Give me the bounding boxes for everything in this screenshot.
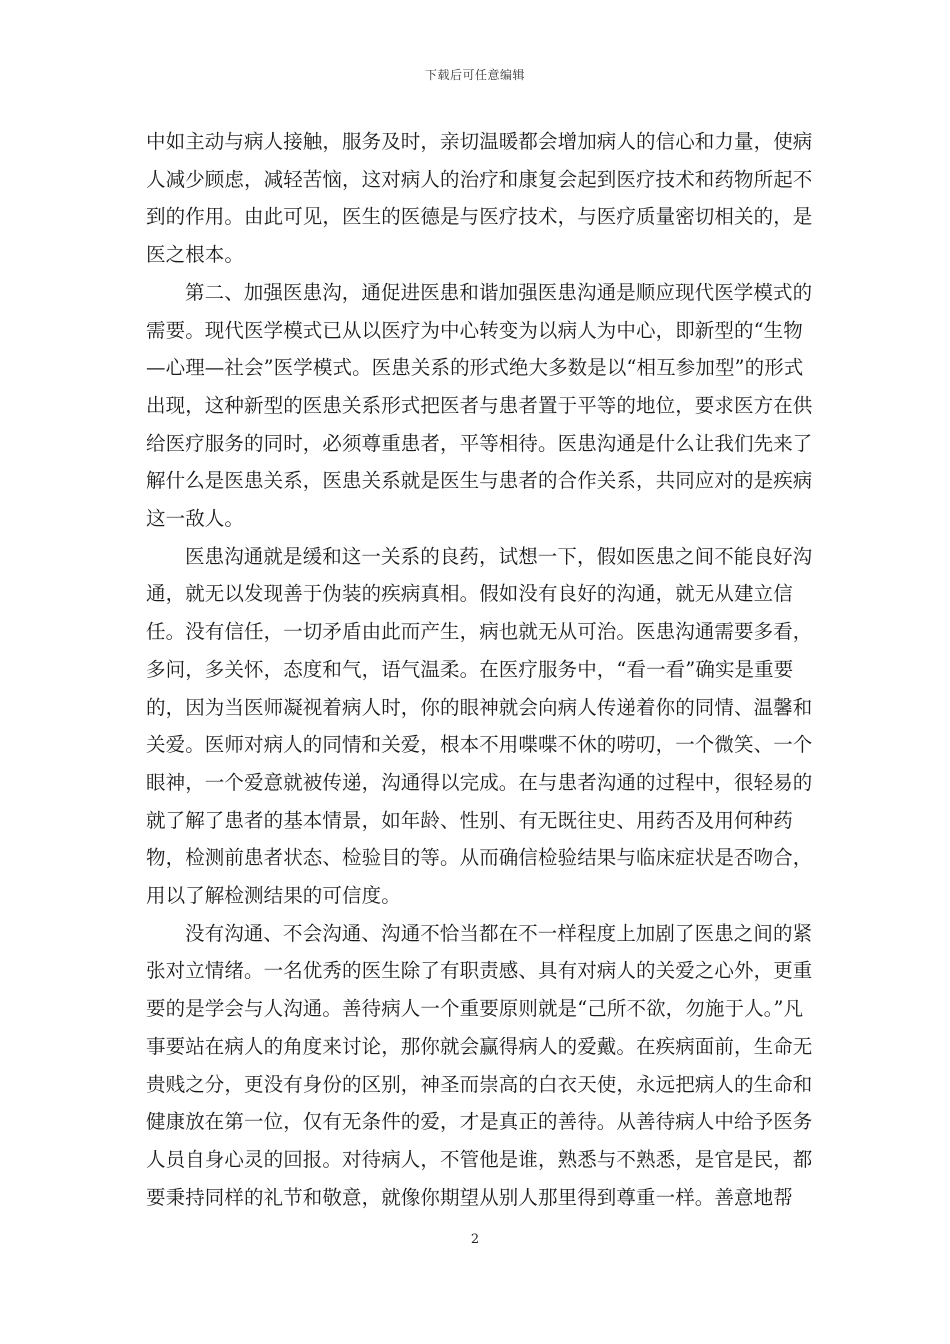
paragraph-2: 第二、加强医患沟，通促进医患和谐加强医患沟通是顺应现代医学模式的需要。现代医学模式已从以医疗为中心转变为以病人为中心，即新型的“生物—心理—社会”医学模式。医患关系的形式绝大多数是以“相互参加型”的形式出现，这种新型的医患关系形式把医者与患者置于平等的地位，要求医方在供给医疗服务的同时，必须尊重患者，平等相待。医患沟通是什么让我们先来了解什么是医患关系，医患关系就是医生与患者的合作关系，共同应对的是疾病这一敌人。 — [146, 280, 813, 531]
document-body — [146, 123, 814, 1216]
page-header: 下载后可任意编辑 — [424, 68, 525, 82]
paragraph-4: 没有沟通、不会沟通、沟通不恰当都在不一样程度上加剧了医患之间的紧张对立情绪。一名优秀的医生除了有职责感、具有对病人的关爱之心外，更重要的是学会与人沟通。善待病人一个重要原则就是“己所不欲，勿施于人。”凡事要站在病人的角度来讨论，那你就会赢得病人的爱戴。在疾病面前，生命无贵贱之分，更没有身份的区别，神圣而崇高的白衣天使，永远把病人的生命和健康放在第一位，仅有无条件的爱，才是真正的善待。从善待病人中给予医务人员自身心灵的回报。对待病人，不管他是谁，熟悉与不熟悉，是官是民，都要秉持同样的礼节和敬意，就像你期望从别人那里得到尊重一样。善意地帮 — [146, 921, 813, 1209]
paragraph-3: 医患沟通就是缓和这一关系的良药，试想一下，假如医患之间不能良好沟通，就无以发现善于伪装的疾病真相。假如没有良好的沟通，就无从建立信任。没有信任，一切矛盾由此而产生，病也就无从可治。医患沟通需要多看，多问，多关怀，态度和气，语气温柔。在医疗服务中，“看一看”确实是重要的，因为当医师凝视着病人时，你的眼神就会向病人传递着你的同情、温馨和关爱。医师对病人的同情和关爱，根本不用喋喋不休的唠叨，一个微笑、一个眼神，一个爱意就被传递，沟通得以完成。在与患者沟通的过程中，很轻易的就了解了患者的基本情景，如年龄、性别、有无既往史、用药否及用何种药物，检测前患者状态、检验目的等。从而确信检验结果与临床症状是否吻合，用以了解检测结果的可信度。 — [146, 544, 813, 908]
paragraph-1: 中如主动与病人接触，服务及时，亲切温暖都会增加病人的信心和力量，使病人减少顾虑，减轻苦恼，这对病人的治疗和康复会起到医疗技术和药物所起不到的作用。由此可见，医生的医德是与医疗技术，与医疗质量密切相关的，是医之根本。 — [146, 130, 813, 267]
page-number: 2 — [470, 1232, 480, 1247]
